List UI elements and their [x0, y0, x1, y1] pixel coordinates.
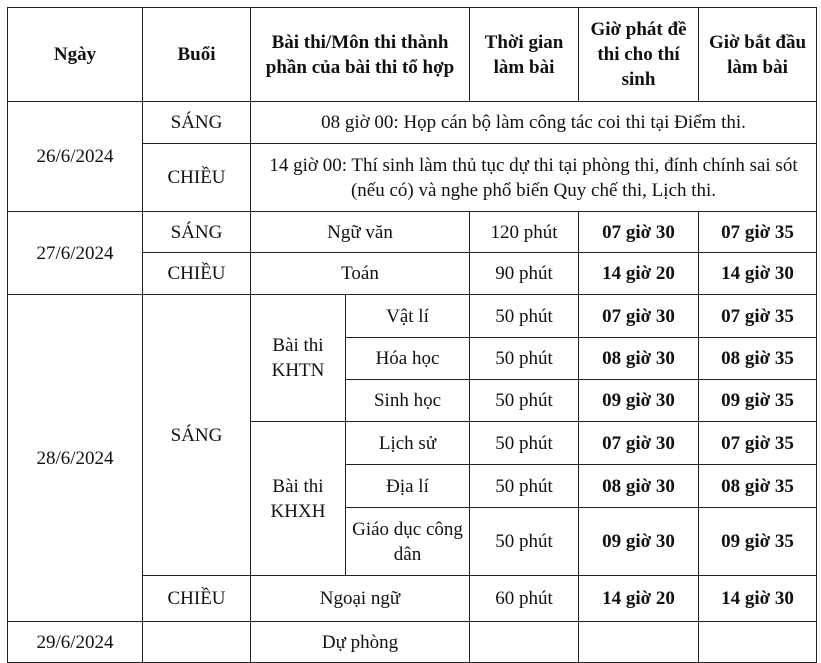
subject-cell: Địa lí	[346, 465, 470, 508]
subject-cell: Giáo dục công dân	[346, 508, 470, 576]
distribution-time-cell: 09 giờ 30	[579, 380, 699, 422]
date-cell: 26/6/2024	[8, 102, 143, 212]
date-cell: 28/6/2024	[8, 295, 143, 622]
start-time-cell: 08 giờ 35	[699, 465, 817, 508]
distribution-time-cell	[579, 622, 699, 663]
duration-cell: 50 phút	[470, 465, 579, 508]
header-session: Buổi	[143, 8, 251, 102]
group-label-khxh: Bài thi KHXH	[251, 422, 346, 576]
header-duration: Thời gian làm bài	[470, 8, 579, 102]
start-time-cell: 09 giờ 35	[699, 380, 817, 422]
header-start-time: Giờ bắt đầu làm bài	[699, 8, 817, 102]
session-cell: SÁNG	[143, 212, 251, 253]
session-cell: CHIỀU	[143, 144, 251, 212]
session-cell: SÁNG	[143, 295, 251, 576]
session-cell: CHIỀU	[143, 253, 251, 295]
subject-cell: Dự phòng	[251, 622, 470, 663]
duration-cell: 120 phút	[470, 212, 579, 253]
start-time-cell: 08 giờ 35	[699, 338, 817, 380]
exam-schedule-table	[7, 7, 817, 663]
subject-cell: Sinh học	[346, 380, 470, 422]
subject-cell: Hóa học	[346, 338, 470, 380]
duration-cell: 50 phút	[470, 422, 579, 465]
duration-cell	[470, 622, 579, 663]
distribution-time-cell: 09 giờ 30	[579, 508, 699, 576]
duration-cell: 50 phút	[470, 380, 579, 422]
subject-cell: Ngữ văn	[251, 212, 470, 253]
header-date: Ngày	[8, 8, 143, 102]
subject-cell: Ngoại ngữ	[251, 576, 470, 622]
subject-cell: Lịch sử	[346, 422, 470, 465]
header-exam: Bài thi/Môn thi thành phần của bài thi tổ hợp	[251, 8, 470, 102]
session-cell: SÁNG	[143, 102, 251, 144]
date-cell: 29/6/2024	[8, 622, 143, 663]
duration-cell: 90 phút	[470, 253, 579, 295]
start-time-cell: 07 giờ 35	[699, 295, 817, 338]
distribution-time-cell: 08 giờ 30	[579, 465, 699, 508]
start-time-cell: 07 giờ 35	[699, 422, 817, 465]
start-time-cell: 07 giờ 35	[699, 212, 817, 253]
table-row	[8, 622, 817, 663]
distribution-time-cell: 14 giờ 20	[579, 576, 699, 622]
start-time-cell: 14 giờ 30	[699, 253, 817, 295]
start-time-cell: 09 giờ 35	[699, 508, 817, 576]
session-cell: CHIỀU	[143, 576, 251, 622]
distribution-time-cell: 07 giờ 30	[579, 212, 699, 253]
distribution-time-cell: 08 giờ 30	[579, 338, 699, 380]
distribution-time-cell: 07 giờ 30	[579, 422, 699, 465]
table-row	[8, 212, 817, 253]
note-cell: 14 giờ 00: Thí sinh làm thủ tục dự thi tại phòng thi, đính chính sai sót (nếu có) và nghe phổ biến Quy chế thi, Lịch thi.	[251, 144, 817, 212]
start-time-cell: 14 giờ 30	[699, 576, 817, 622]
table-row	[8, 102, 817, 144]
duration-cell: 50 phút	[470, 295, 579, 338]
distribution-time-cell: 14 giờ 20	[579, 253, 699, 295]
header-distribution-time: Giờ phát đề thi cho thí sinh	[579, 8, 699, 102]
duration-cell: 50 phút	[470, 508, 579, 576]
distribution-time-cell: 07 giờ 30	[579, 295, 699, 338]
date-cell: 27/6/2024	[8, 212, 143, 295]
table-row	[8, 295, 817, 338]
session-cell	[143, 622, 251, 663]
note-cell: 08 giờ 00: Họp cán bộ làm công tác coi thi tại Điểm thi.	[251, 102, 817, 144]
group-label-khtn: Bài thi KHTN	[251, 295, 346, 422]
subject-cell: Vật lí	[346, 295, 470, 338]
subject-cell: Toán	[251, 253, 470, 295]
start-time-cell	[699, 622, 817, 663]
duration-cell: 50 phút	[470, 338, 579, 380]
duration-cell: 60 phút	[470, 576, 579, 622]
header-row	[8, 8, 817, 102]
